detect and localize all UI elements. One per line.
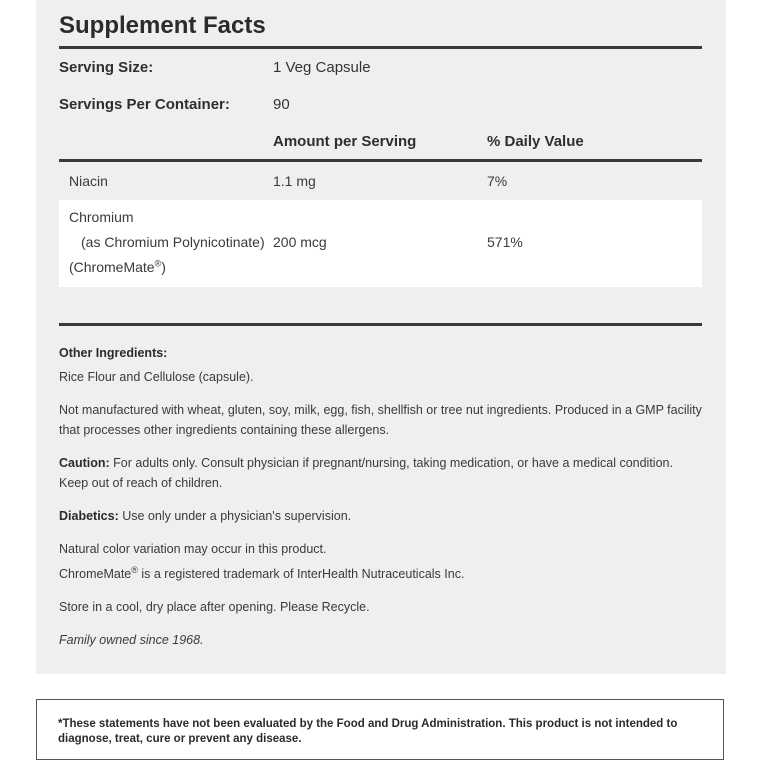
nutrient-amount: 200 mcg (273, 234, 327, 250)
servings-label: Servings Per Container: (59, 96, 230, 113)
fda-disclaimer-text: *These statements have not been evaluated by the Food and Drug Administration. This product is not intended to diagnose, treat, cure or prevent any disease. (58, 718, 678, 745)
table-bottom-divider (59, 323, 702, 326)
header-divider (59, 159, 702, 162)
nutrient-dv: 571% (487, 234, 523, 250)
other-ingredients-text: Rice Flour and Cellulose (capsule). (59, 370, 254, 384)
storage-statement: Store in a cool, dry place after opening. Please Recycle. (59, 600, 370, 614)
nutrient-dv: 7% (487, 173, 508, 189)
dv-header: % Daily Value (487, 133, 584, 150)
trademark-statement: ChromeMate® is a registered trademark of InterHealth Nutraceuticals Inc. (59, 564, 465, 581)
nutrient-name: Chromium (69, 209, 134, 225)
table-row (59, 200, 702, 287)
panel-title: Supplement Facts (59, 12, 266, 39)
family-owned-statement: Family owned since 1968. (59, 633, 204, 647)
nutrient-name-source: (as Chromium Polynicotinate) (81, 234, 265, 250)
fda-disclaimer-box (36, 699, 724, 760)
allergen-statement: Not manufactured with wheat, gluten, soy, milk, egg, fish, shellfish or tree nut ingredients. Produced in a GMP facility that processes other ingredients containing these allergens. (59, 403, 702, 437)
servings-value: 90 (273, 96, 290, 113)
other-ingredients-label: Other Ingredients: (59, 346, 168, 360)
nutrient-name-trademark: (ChromeMate®) (69, 258, 166, 275)
color-variation-statement: Natural color variation may occur in this product. (59, 542, 327, 556)
serving-size-value: 1 Veg Capsule (273, 59, 371, 76)
caution-statement: Caution: For adults only. Consult physician if pregnant/nursing, taking medication, or have a medical condition. Keep out of reach of children. (59, 456, 673, 490)
title-divider (59, 46, 702, 49)
serving-size-label: Serving Size: (59, 59, 154, 76)
nutrient-amount: 1.1 mg (273, 173, 316, 189)
supplement-facts-panel (36, 0, 726, 674)
nutrient-name: Niacin (69, 173, 108, 189)
diabetics-statement: Diabetics: Use only under a physician's supervision. (59, 509, 352, 523)
amount-header: Amount per Serving (273, 133, 417, 150)
